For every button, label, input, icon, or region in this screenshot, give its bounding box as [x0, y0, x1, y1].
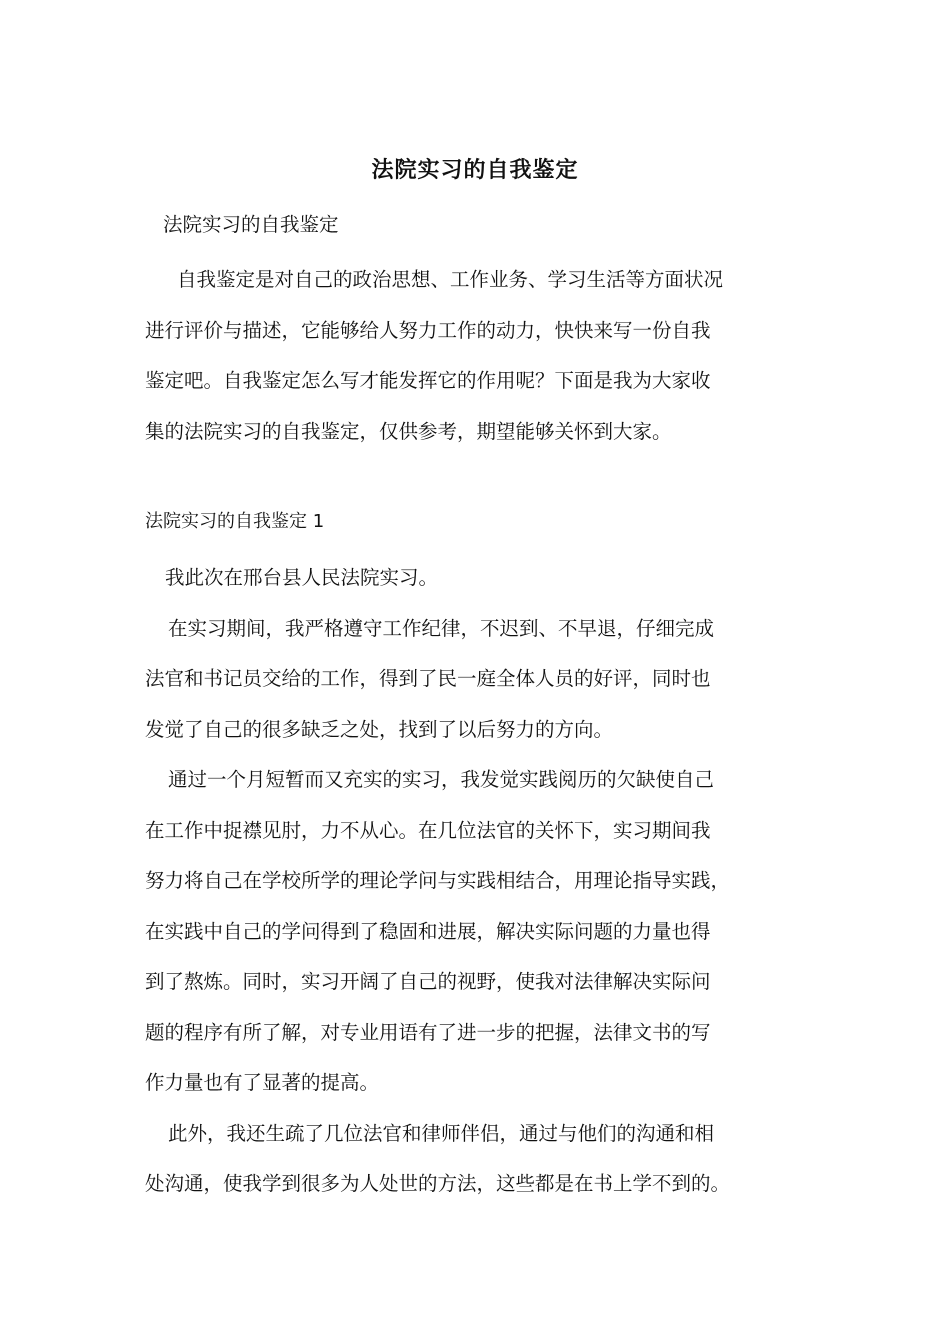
section-heading: 法院实习的自我鉴定 1 [145, 511, 325, 532]
body-line: 作力量也有了显著的提高。 [145, 1071, 380, 1094]
body-line: 法官和书记员交给的工作，得到了民一庭全体人员的好评，同时也 [145, 667, 711, 690]
body-line: 此外，我还生疏了几位法官和律师伴侣，通过与他们的沟通和相 [168, 1121, 715, 1145]
document-subtitle: 法院实习的自我鉴定 [163, 213, 339, 236]
section-body [145, 553, 825, 1210]
body-line: 处沟通，使我学到很多为人处世的方法，这些都是在书上学不到的。 [145, 1172, 731, 1195]
document-title: 法院实习的自我鉴定 [371, 157, 579, 183]
body-line: 努力将自己在学校所学的理论学问与实践相结合，用理论指导实践， [145, 869, 731, 892]
intro-line: 鉴定吧。自我鉴定怎么写才能发挥它的作用呢？下面是我为大家收 [145, 369, 711, 392]
body-line: 题的程序有所了解，对专业用语有了进一步的把握，法律文书的写 [145, 1020, 711, 1044]
body-line: 在实践中自己的学问得到了稳固和进展，解决实际问题的力量也得 [145, 919, 711, 943]
intro-line: 集的法院实习的自我鉴定，仅供参考，期望能够关怀到大家。 [145, 419, 672, 443]
body-line: 我此次在邢台县人民法院实习。 [165, 566, 439, 589]
intro-paragraph [145, 255, 825, 457]
body-line: 通过一个月短暂而又充实的实习，我发觉实践阅历的欠缺使自己 [168, 768, 715, 791]
body-line: 在实习期间，我严格遵守工作纪律，不迟到、不早退，仔细完成 [168, 616, 715, 640]
intro-line: 自我鉴定是对自己的政治思想、工作业务、学习生活等方面状况 [177, 268, 724, 291]
intro-line: 进行评价与描述，它能够给人努力工作的动力，快快来写一份自我 [145, 318, 711, 342]
body-line: 在工作中捉襟见肘，力不从心。在几位法官的关怀下，实习期间我 [145, 818, 711, 842]
body-line: 发觉了自己的很多缺乏之处，找到了以后努力的方向。 [145, 717, 614, 741]
body-line: 到了熬炼。同时，实习开阔了自己的视野，使我对法律解决实际问 [145, 970, 711, 993]
